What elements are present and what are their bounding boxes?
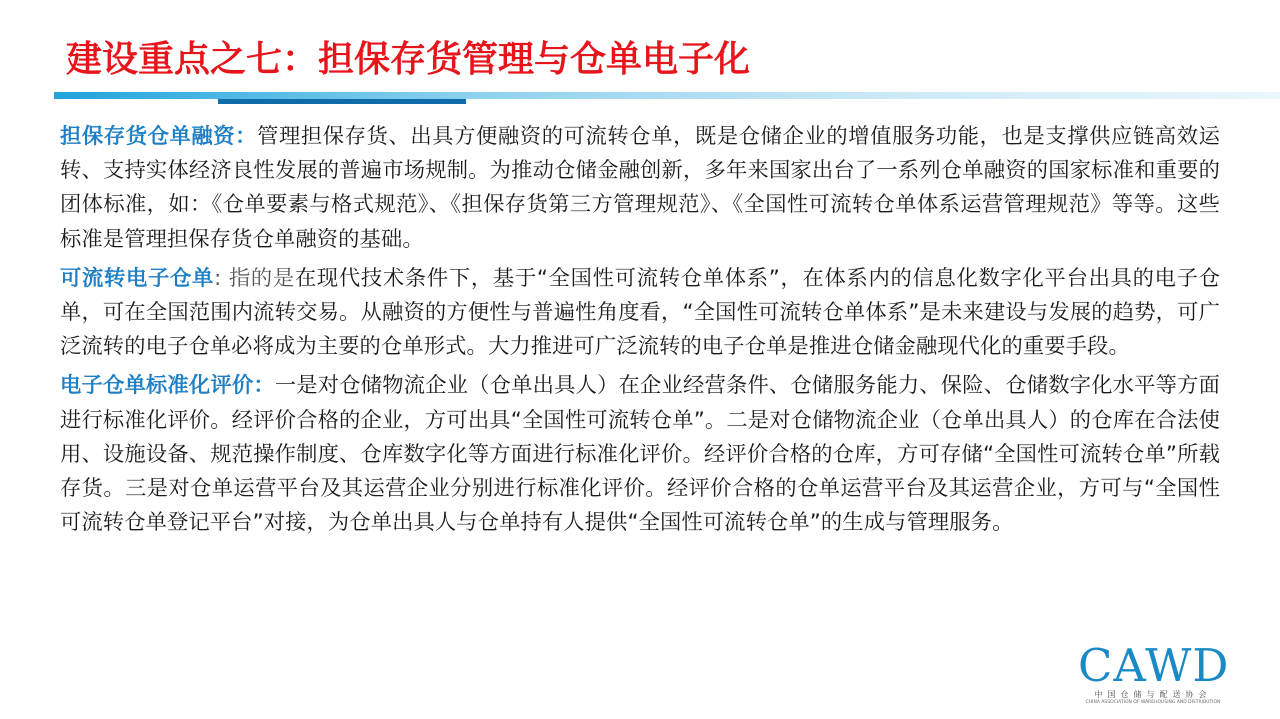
paragraph-keyword: 可流转电子仓单 <box>60 265 215 291</box>
paragraph-keyword: 担保存货仓单融资： <box>60 124 258 149</box>
logo-english-name: CHINA ASSOCIATION OF WAREHOUSING AND DISTRIBUTION <box>1085 700 1221 705</box>
paragraph-inventory-financing <box>60 120 1220 257</box>
paragraph-text: 在现代技术条件下，基于“全国性可流转仓单体系”，在体系内的信息化数字化平台出具的电子仓单，可在全国范围内流转交易。从融资的方便性与普遍性角度看，“全国性可流转仓单体系”是未来建设与发展的趋势，可广泛流转的电子仓单必将成为主要的仓单形式。大力推进可广泛流转的电子仓单是推进仓储金融现代化的重要手段。 <box>60 265 1221 360</box>
logo-chinese-name: 中国仓储与配送协会 <box>1094 690 1212 699</box>
paragraph-lead-in: : 指的是 <box>214 265 295 291</box>
content-body <box>60 120 1220 545</box>
cawd-logo <box>1078 639 1230 710</box>
title-underline-light <box>54 92 1280 99</box>
paragraph-text: 管理担保存货、出具方便融资的可流转仓单，既是仓储企业的增值服务功能，也是支撑供应链高效运转、支持实体经济良性发展的普遍市场规制。为推动仓储金融创新，多年来国家出台了一系列仓单融资的国家标准和重要的团体标准，如：《仓单要素与格式规范》、《担保存货第三方管理规范》、《全国性可流转仓单体系运营管理规范》等等。这些标准是管理担保存货仓单融资的基础。 <box>60 124 1221 252</box>
paragraph-keyword: 电子仓单标准化评价： <box>60 373 275 399</box>
page-title: 建设重点之七：担保存货管理与仓单电子化 <box>66 39 751 80</box>
paragraph-electronic-receipt <box>60 262 1220 365</box>
paragraph-standardized-evaluation <box>60 369 1220 540</box>
title-underline-dark <box>218 99 466 104</box>
paragraph-text: 一是对仓储物流企业（仓单出具人）在企业经营条件、仓储服务能力、保险、仓储数字化水平等方面进行标准化评价。经评价合格的企业，方可出具“全国性可流转仓单”。二是对仓储物流企业（仓单出具人）的仓库在合法使用、设施设备、规范操作制度、仓库数字化等方面进行标准化评价。经评价合格的仓库，方可存储“全国性可流转仓单”所载存货。三是对仓单运营平台及其运营企业分别进行标准化评价。经评价合格的仓单运营平台及其运营企业，方可与“全国性可流转仓单登记平台”对接，为仓单出具人与仓单持有人提供“全国性可流转仓单”的生成与管理服务。 <box>60 373 1220 536</box>
logo-wordmark: CAWD <box>1078 639 1230 692</box>
